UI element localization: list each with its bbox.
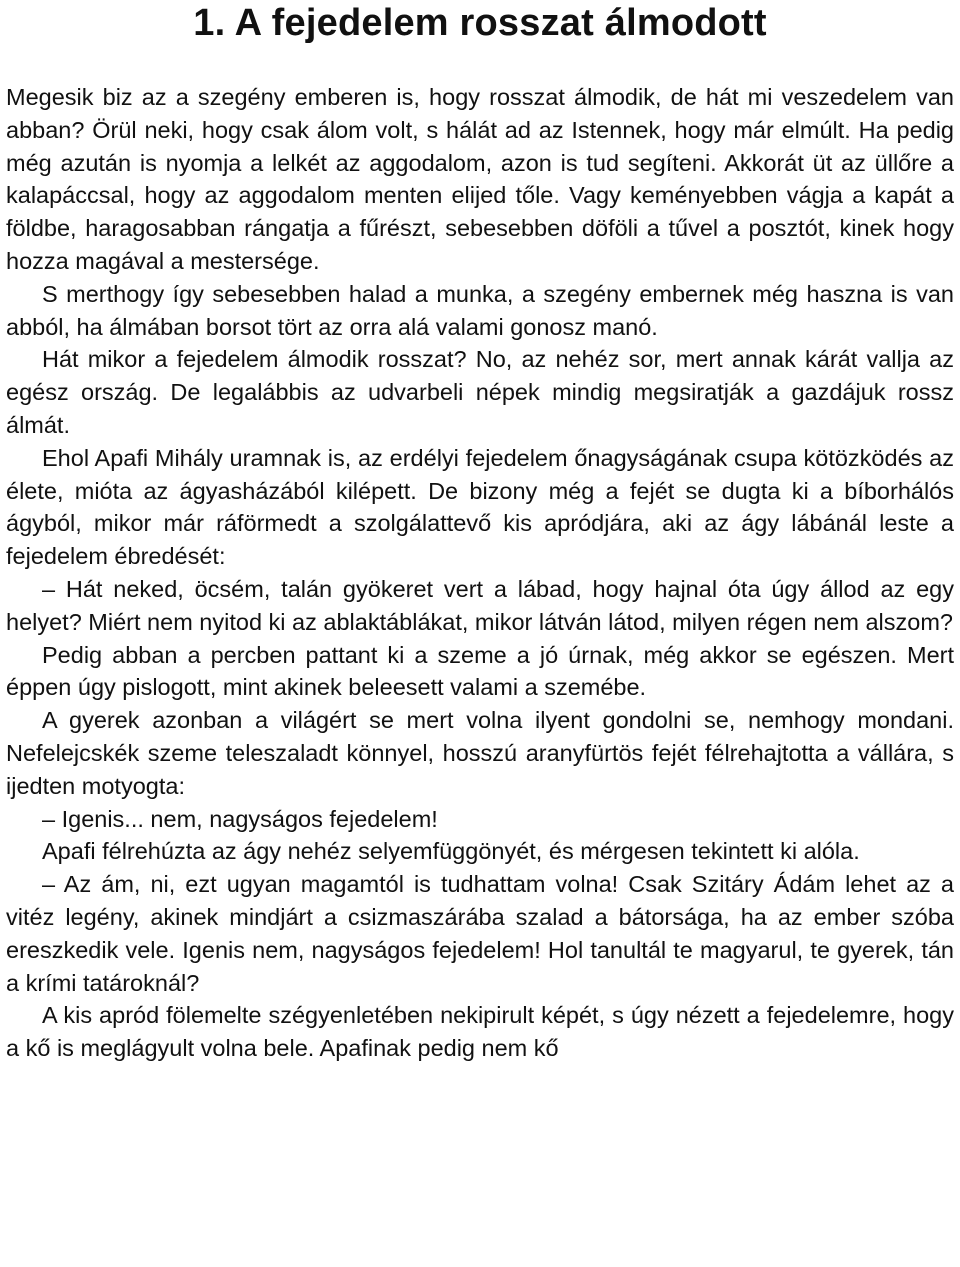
paragraph: Ehol Apafi Mihály uramnak is, az erdélyi fejedelem őnagyságának csupa kötözködés az élete, mióta az ágyasházából kilépett. De bizony még a fejét se dugta ki a bíborhálós ágyból, mikor már ráförmedt a szolgálattevő kis apródjára, aki az ágy lábánál leste a fejedelem ébredését: bbox=[6, 444, 954, 570]
dialogue-paragraph: – Hát neked, öcsém, talán gyökeret vert a lábad, hogy hajnal óta úgy állod az egy helyet? Miért nem nyitod ki az ablaktáblákat, mikor látván látod, milyen régen nem alszom? bbox=[6, 575, 954, 635]
paragraph: Pedig abban a percben pattant ki a szeme a jó úrnak, még akkor se egészen. Mert éppen úgy pislogott, mint akinek beleesett valami a szemébe. bbox=[6, 641, 954, 701]
chapter-body bbox=[6, 81, 954, 1065]
paragraph: Megesik biz az a szegény emberen is, hogy rosszat álmodik, de hát mi veszedelem van abban? Örül neki, hogy csak álom volt, s hálát ad az Istennek, hogy már elmúlt. Ha pedig még azután is nyomja a lelkét az aggodalom, azon is tud segíteni. Akkorát üt az üllőre a kalapáccsal, hogy az aggodalom menten elijed tőle. Vagy keményebben vágja a kapát a földbe, haragosabban rángatja a fűrészt, sebesebben döföli a tűvel a posztót, kinek hogy hozza magával a mestersége. bbox=[6, 84, 954, 274]
chapter-title: 1. A fejedelem rosszat álmodott bbox=[193, 2, 767, 44]
paragraph: S merthogy így sebesebben halad a munka, a szegény embernek még haszna is van abból, ha álmában borsot tört az orra alá valami gonosz manó. bbox=[6, 280, 954, 340]
paragraph: Hát mikor a fejedelem álmodik rosszat? No, az nehéz sor, mert annak kárát vallja az egész ország. De legalábbis az udvarbeli népek mindig megsiratják a gazdájuk rossz álmát. bbox=[6, 346, 954, 438]
paragraph: A kis apród fölemelte szégyenletében nekipirult képét, s úgy nézett a fejedelemre, hogy a kő is meglágyult volna bele. Apafinak pedig nem kő bbox=[6, 1002, 954, 1062]
paragraph: Apafi félrehúzta az ágy nehéz selyemfüggönyét, és mérgesen tekintett ki alóla. bbox=[42, 838, 860, 865]
dialogue-paragraph: – Az ám, ni, ezt ugyan magamtól is tudhattam volna! Csak Szitáry Ádám lehet az a vitéz legény, akinek mindjárt a csizmaszárába szalad a bátorsága, ha az ember szóba ereszkedik vele. Igenis nem, nagyságos fejedelem! Hol tanultál te magyarul, te gyerek, tán a krími tatároknál? bbox=[6, 871, 954, 996]
paragraph: A gyerek azonban a világért se mert volna ilyent gondolni se, nemhogy mondani. Nefelejcskék szeme teleszaladt könnyel, hosszú aranyfürtös fejét félrehajtotta a vállára, s ijedten motyogta: bbox=[6, 707, 954, 799]
dialogue-paragraph: – Igenis... nem, nagyságos fejedelem! bbox=[42, 805, 438, 832]
